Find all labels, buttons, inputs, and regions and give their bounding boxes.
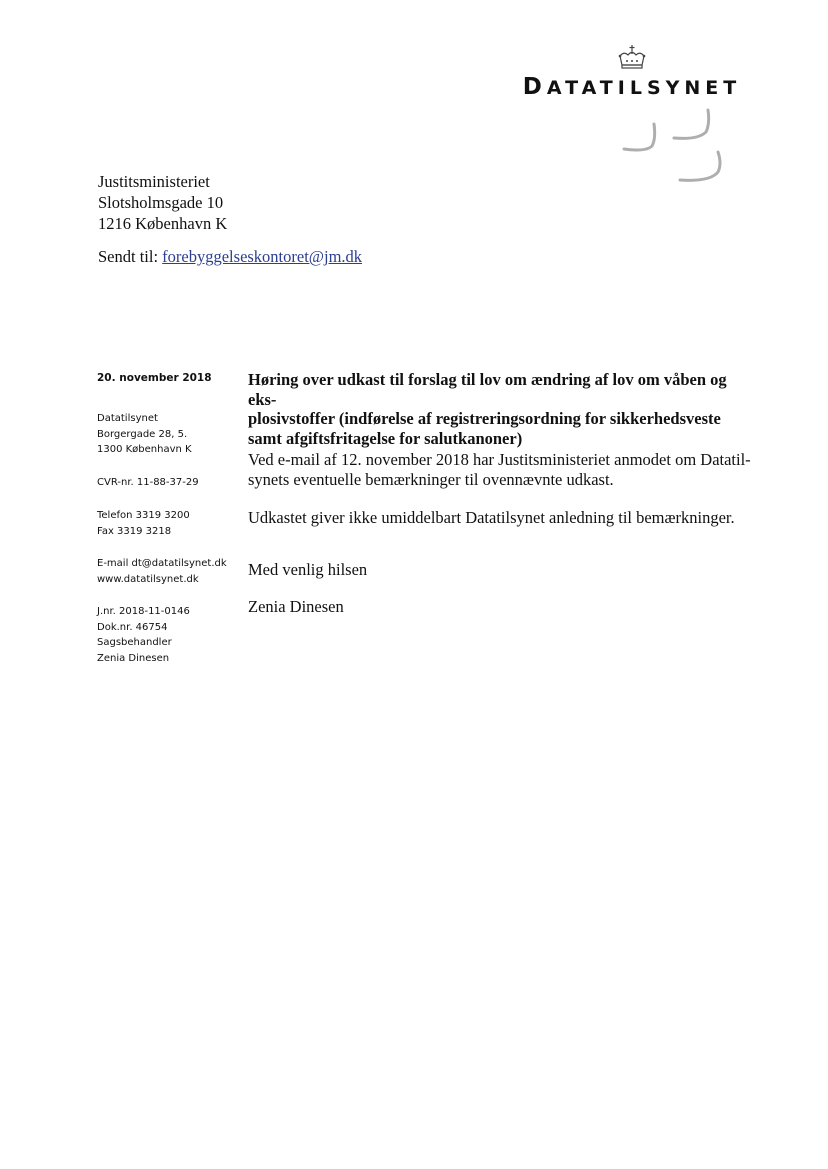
document-number: Dok.nr. 46754: [97, 621, 168, 633]
closing-salutation: Med venlig hilsen: [248, 560, 368, 579]
sent-to-line: [98, 247, 362, 267]
sender-street: Borgergade 28, 5.: [97, 428, 188, 440]
addressee-street: Slotsholmsgade 10: [98, 193, 224, 212]
letter-body: [248, 370, 758, 616]
sender-city: 1300 København K: [97, 444, 192, 455]
sender-phone-block: [97, 508, 190, 539]
received-stamp-marks: [618, 106, 730, 186]
sender-cvr: CVR-nr. 11-88-37-29: [97, 477, 199, 488]
case-handler-name: Zenia Dinesen: [97, 652, 170, 664]
sender-phone: Telefon 3319 3200: [97, 510, 190, 521]
sender-address: [97, 411, 192, 458]
signature-name: Zenia Dinesen: [248, 597, 344, 616]
addressee-name: Justitsministeriet: [98, 172, 210, 191]
addressee-city: 1216 København K: [98, 214, 228, 233]
sender-email: E-mail dt@datatilsynet.dk: [97, 558, 227, 569]
journal-number: J.nr. 2018-11-0146: [97, 606, 190, 617]
sender-website: www.datatilsynet.dk: [97, 573, 199, 585]
letter-subject: Høring over udkast til forslag til lov om ændring af lov om våben og eks- plosivstoffer (indførelse af registreringsordning for sikkerhedsveste samt afgiftsfritagelse for salutkanoner): [248, 370, 727, 448]
paragraph-request: Ved e-mail af 12. november 2018 har Justitsministeriet anmodet om Datatil- synets eventuelle bemærkninger til ovennævnte udkast.: [248, 450, 751, 489]
sender-contact-block: [97, 556, 227, 587]
crown-icon: [616, 44, 648, 72]
sent-to-email-link[interactable]: forebyggelseskontoret@jm.dk: [162, 247, 363, 266]
sent-to-label: Sendt til:: [98, 247, 159, 266]
datatilsynet-logo: [520, 44, 744, 100]
logo-wordmark: DATATILSYNET: [522, 74, 742, 100]
addressee-block: [98, 171, 227, 234]
case-reference-block: [97, 604, 190, 666]
sender-org-name: Datatilsynet: [97, 413, 158, 424]
paragraph-response: Udkastet giver ikke umiddelbart Datatilsynet anledning til bemærkninger.: [248, 508, 735, 527]
letter-date: 20. november 2018: [97, 372, 212, 384]
case-handler-label: Sagsbehandler: [97, 637, 172, 648]
sender-fax: Fax 3319 3218: [97, 525, 172, 537]
